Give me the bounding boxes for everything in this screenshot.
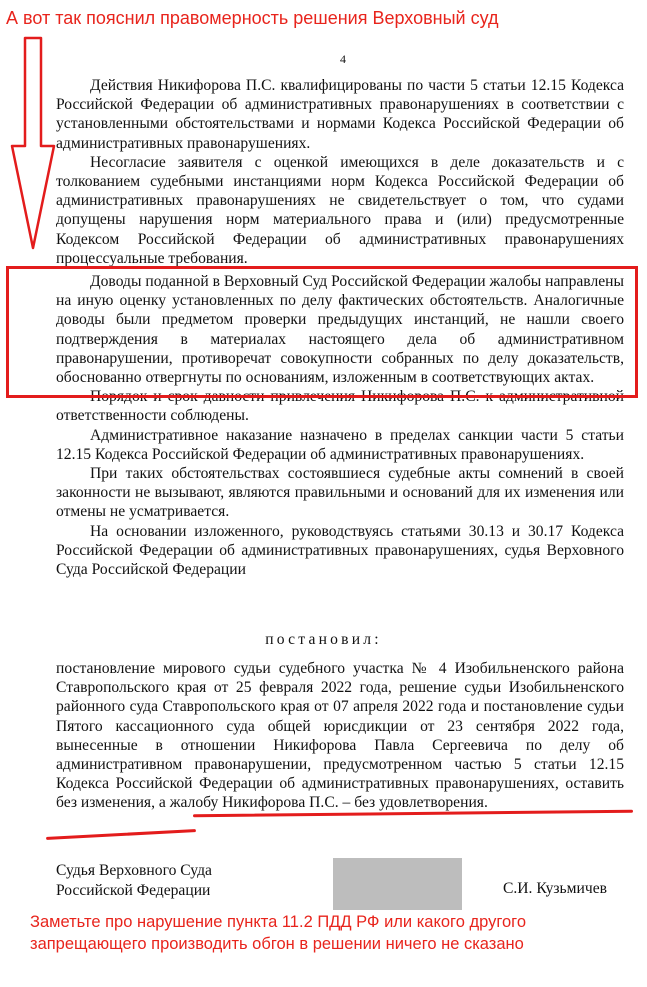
signature-title-line2: Российской Федерации: [56, 881, 211, 899]
footer-annotation: Заметьте про нарушение пункта 11.2 ПДД РФ или какого другого запрещающего производить обгон в решении ничего не сказано: [30, 913, 526, 953]
paragraph-disagreement: Несогласие заявителя с оценкой имеющихся в деле доказательств и с толкованием судебными инстанциями норм Кодекса Российской Федерации об административных правонарушениях не свидетельствует о том, что судами допущены нарушения норм материального права и (или) предусмотренные Кодексом Российской Федерации об административных правонарушениях процессуальные требования.: [56, 153, 624, 267]
paragraph-qualification: Действия Никифорова П.С. квалифицированы по части 5 статьи 12.15 Кодекса Российской Федерации об административных правонарушениях в соответствии с установленными обстоятельствами и нормами Кодекса Российской Федерации об административных правонарушениях.: [56, 77, 624, 152]
paragraph-circumstances: При таких обстоятельствах состоявшиеся судебные акты сомнений в своей законности не вызывают, являются правильными и оснований для их изменения или отмены не усматривается.: [56, 465, 624, 521]
paragraph-grounds: На основании изложенного, руководствуясь статьями 30.13 и 30.17 Кодекса Российской Федерации об административных правонарушениях, судья Верховного Суда Российской Федерации: [56, 522, 624, 579]
paragraph-limitation: Порядок и срок давности привлечения Никифорова П.С. к административной ответственности соблюдены.: [56, 388, 624, 425]
signature-name: С.И. Кузьмичев: [503, 880, 607, 897]
page-number: 4: [340, 52, 346, 66]
header-annotation: А вот так пояснил правомерность решения Верховный суд: [6, 8, 499, 28]
redacted-signature: [333, 858, 462, 910]
ruling-text: постановление мирового судьи судебного участка № 4 Изобильненского района Ставропольского края от 25 февраля 2022 года, решение судьи Изобильненского районного суда Ставропольского края от 07 апреля 2022 года и постановление судьи Пятого кассационного суда общей юрисдикции от 23 сентября 2022 года, вынесенные в отношении Никифорова Павла Сергеевича по делу об административном правонарушении, предусмотренном частью 5 статьи 12.15 Кодекса Российской Федерации об административных правонарушениях, оставить без изменения, а жалобу Никифорова П.С. – без удовлетворения.: [56, 660, 624, 812]
underline-highlight-2: [46, 829, 196, 840]
paragraph-penalty: Административное наказание назначено в пределах санкции части 5 статьи 12.15 Кодекса Российской Федерации об административных правонарушениях.: [56, 426, 624, 463]
decision-heading: постановил:: [265, 631, 382, 648]
signature-title-line1: Судья Верховного Суда: [56, 862, 212, 879]
ruling-block: [56, 659, 624, 813]
signature-title: [56, 861, 212, 900]
highlight-box: [6, 266, 638, 398]
paragraph-arguments: Доводы поданной в Верховный Суд Российской Федерации жалобы направлены на иную оценку установленных по делу фактических обстоятельств. Аналогичные доводы были предметом проверки предыдущих инстанций, не нашли своего подтверждения в материалах настоящего дела об административном правонарушении, противоречат совокупности собранных по делу доказательств, обоснованно отвергнуты по основаниям, изложенным в соответствующих актах.: [56, 273, 624, 387]
